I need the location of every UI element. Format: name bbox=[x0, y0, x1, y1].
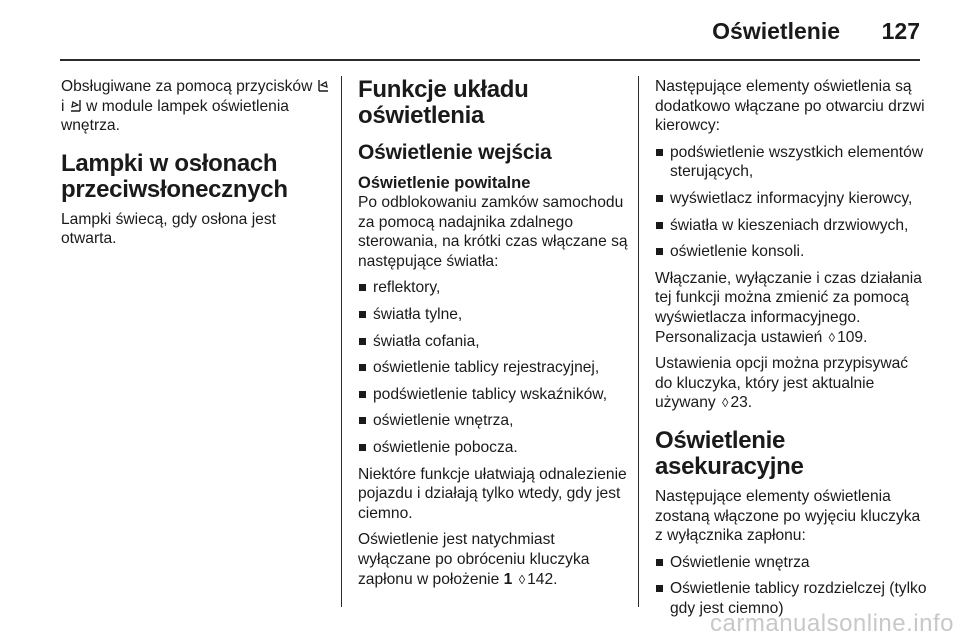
page-header bbox=[0, 0, 960, 60]
list-item: oświetlenie konsoli. bbox=[655, 242, 927, 262]
list-item: światła cofania, bbox=[358, 332, 628, 352]
column-1 bbox=[61, 77, 331, 256]
darkness-note-text: Niektóre funkcje ułatwiają odnalezienie pojazdu i działają tylko wtedy, gdy jest ciemno. bbox=[358, 465, 627, 522]
key-assignment-paragraph bbox=[655, 354, 927, 413]
page-title: Oświetlenie bbox=[712, 18, 840, 44]
list-item: podświetlenie tablicy wskaźników, bbox=[358, 385, 628, 405]
column-divider-1 bbox=[341, 76, 342, 607]
welcome-lights-list bbox=[358, 278, 628, 457]
ignition-position-label: 1 bbox=[503, 570, 513, 588]
personalization-text: Włączanie, wyłączanie i czas działania tej funkcji można zmienić za pomocą wyświetlacza informacyjnego. Personalizacja ustawień bbox=[655, 269, 922, 346]
list-item: światła w kieszeniach drzwiowych, bbox=[655, 216, 927, 236]
reference-arrow-icon: ◊ bbox=[828, 329, 836, 345]
column-2 bbox=[358, 77, 628, 596]
key-assignment-text: Ustawienia opcji można przypisywać do kluczyka, który jest aktualnie używany bbox=[655, 355, 909, 412]
page-reference[interactable]: 109. bbox=[837, 328, 868, 346]
ignition-off-text: Oświetlenie jest natychmiast wyłączane po obróceniu kluczyka zapłonu w położenie bbox=[358, 531, 590, 588]
list-item: oświetlenie pobocza. bbox=[358, 438, 628, 458]
exit-lights-list bbox=[655, 553, 927, 619]
section-heading-entry-lighting: Oświetlenie wejścia bbox=[358, 141, 552, 164]
welcome-intro-text: Po odblokowaniu zamków samochodu za pomocą nadajnika zdalnego sterowania, na krótki czas włączane są następujące światła: bbox=[358, 194, 628, 270]
ignition-off-paragraph bbox=[358, 530, 628, 589]
personalization-paragraph bbox=[655, 269, 927, 347]
list-item: Oświetlenie wnętrza bbox=[655, 553, 927, 573]
reading-lamp-right-icon bbox=[69, 99, 82, 113]
page-reference[interactable]: 142. bbox=[527, 570, 558, 588]
reference-arrow-icon: ◊ bbox=[722, 395, 729, 411]
list-item: oświetlenie tablicy rejestracyjnej, bbox=[358, 358, 628, 378]
page-number: 127 bbox=[881, 18, 920, 44]
door-open-intro-text: Następujące elementy oświetlenia są dodatkowo włączane po otwarciu drzwi kierowcy: bbox=[655, 78, 925, 135]
list-item: podświetlenie wszystkich elementów sterujących, bbox=[655, 143, 927, 182]
list-item: Oświetlenie tablicy rozdzielczej (tylko gdy jest ciemno) bbox=[655, 579, 927, 618]
exit-lighting-intro-text: Następujące elementy oświetlenia zostaną włączone po wyjęciu kluczyka z wyłącznika zapłonu: bbox=[655, 487, 921, 545]
page-reference[interactable]: 23. bbox=[730, 394, 753, 412]
door-open-lights-list bbox=[655, 143, 927, 262]
column-divider-2 bbox=[638, 76, 639, 607]
reference-arrow-icon: ◊ bbox=[518, 571, 526, 587]
list-item: wyświetlacz informacyjny kierowcy, bbox=[655, 189, 927, 209]
visor-lamps-text: Lampki świecą, gdy osłona jest otwarta. bbox=[61, 210, 276, 248]
section-heading-lighting-functions: Funkcje układu oświetlenia bbox=[358, 76, 529, 129]
list-item: reflektory, bbox=[358, 278, 628, 298]
intro-text-c: w module lampek oświetlenia wnętrza. bbox=[61, 97, 289, 135]
intro-paragraph bbox=[61, 77, 331, 136]
reading-lamp-left-icon bbox=[317, 79, 330, 93]
intro-text-b: i bbox=[61, 97, 65, 115]
list-item: oświetlenie wnętrza, bbox=[358, 411, 628, 431]
section-heading-exit-lighting: Oświetlenie asekuracyjne bbox=[655, 426, 804, 480]
column-3 bbox=[655, 77, 927, 625]
list-item: światła tylne, bbox=[358, 305, 628, 325]
section-heading-visor-lamps: Lampki w osłonach przeciwsłonecznych bbox=[61, 149, 288, 203]
intro-text-a: Obsługiwane za pomocą przycisków bbox=[61, 78, 313, 95]
watermark: carmanualsonline.info bbox=[710, 610, 954, 637]
header-rule bbox=[60, 59, 920, 61]
subsection-heading-welcome-lighting: Oświetlenie powitalne bbox=[358, 174, 531, 192]
